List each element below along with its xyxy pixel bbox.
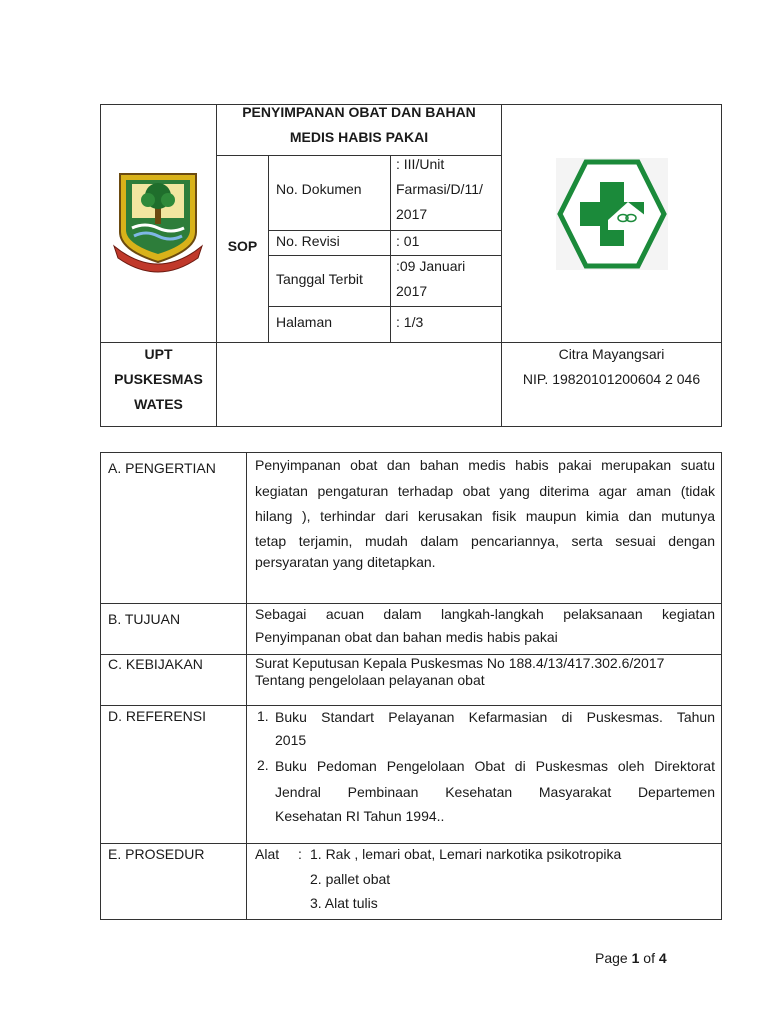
no-dokumen-value-1: : III/Unit [396,156,445,172]
no-dokumen-label: No. Dokumen [276,181,362,197]
page-word: Page [595,950,628,966]
page-current: 1 [631,950,640,966]
pengertian-line-1: Penyimpanan obat dan bahan medis habis pakai merupakan suatu [255,457,715,473]
page-indicator [595,950,667,966]
no-dokumen-value-3: 2017 [396,206,428,222]
section-label-referensi: D. REFERENSI [108,708,207,724]
prosedur-item-3: 3. Alat tulis [310,895,378,911]
section-label-pengertian: A. PENGERTIAN [108,460,216,476]
org-line-2: PUSKESMAS [114,371,203,387]
section-label-prosedur: E. PROSEDUR [108,846,205,862]
kota-mojokerto-emblem-icon [110,170,206,276]
section-label-tujuan: B. TUJUAN [108,611,181,627]
halaman-label: Halaman [276,314,333,330]
tanggal-terbit-value-1: :09 Januari [396,258,466,274]
prosedur-alat-label: Alat [255,846,280,862]
sop-label: SOP [227,238,258,254]
no-dokumen-value-2: Farmasi/D/11/ [396,181,483,197]
referensi-1-line-1: Buku Standart Pelayanan Kefarmasian di Puskesmas. Tahun [275,709,715,725]
referensi-num-1: 1. [257,708,269,724]
halaman-value: : 1/3 [396,314,424,330]
tujuan-line-1: Sebagai acuan dalam langkah-langkah pelaksanaan kegiatan [255,606,715,622]
referensi-num-2: 2. [257,757,269,773]
section-label-kebijakan: C. KEBIJAKAN [108,656,203,672]
referensi-2-line-2: Jendral Pembinaan Kesehatan Masyarakat Departemen [275,784,715,800]
signer-nip: NIP. 19820101200604 2 046 [522,371,701,387]
of-word: of [643,950,655,966]
referensi-2-line-1: Buku Pedoman Pengelolaan Obat di Puskesmas oleh Direktorat [275,758,715,774]
referensi-2-line-3: Kesehatan RI Tahun 1994.. [275,808,445,824]
signer-name: Citra Mayangsari [558,346,665,362]
no-revisi-value: : 01 [396,233,420,249]
tanggal-terbit-value-2: 2017 [396,283,428,299]
tanggal-terbit-label: Tanggal Terbit [276,271,363,287]
pengertian-line-2: kegiatan pengaturan terhadap obat yang diterima agar aman (tidak [255,483,715,499]
kebijakan-line-1: Surat Keputusan Kepala Puskesmas No 188.4/13/417.302.6/2017 [255,655,665,671]
prosedur-colon: : [298,846,302,862]
page-total: 4 [658,950,667,966]
prosedur-item-2: 2. pallet obat [310,871,391,887]
pengertian-line-4: tetap terjamin, mudah dalam pencariannya, serta sesuai dengan [255,533,715,549]
pengertian-line-5: persyaratan yang ditetapkan. [255,554,436,570]
kebijakan-line-2: Tentang pengelolaan pelayanan obat [255,672,485,688]
prosedur-item-1: 1. Rak , lemari obat, Lemari narkotika psikotropika [310,846,622,862]
sop-title-line1: PENYIMPANAN OBAT DAN BAHAN [242,104,476,120]
tujuan-line-2: Penyimpanan obat dan bahan medis habis pakai [255,629,558,645]
org-line-3: WATES [134,396,183,412]
puskesmas-logo-icon [556,158,668,270]
no-revisi-label: No. Revisi [276,233,340,249]
org-line-1: UPT [144,346,173,362]
sop-title-line2: MEDIS HABIS PAKAI [289,129,429,145]
pengertian-line-3: hilang ), terhindar dari kerusakan fisik maupun kimia dan mutunya [255,508,715,524]
referensi-1-line-2: 2015 [275,732,307,748]
